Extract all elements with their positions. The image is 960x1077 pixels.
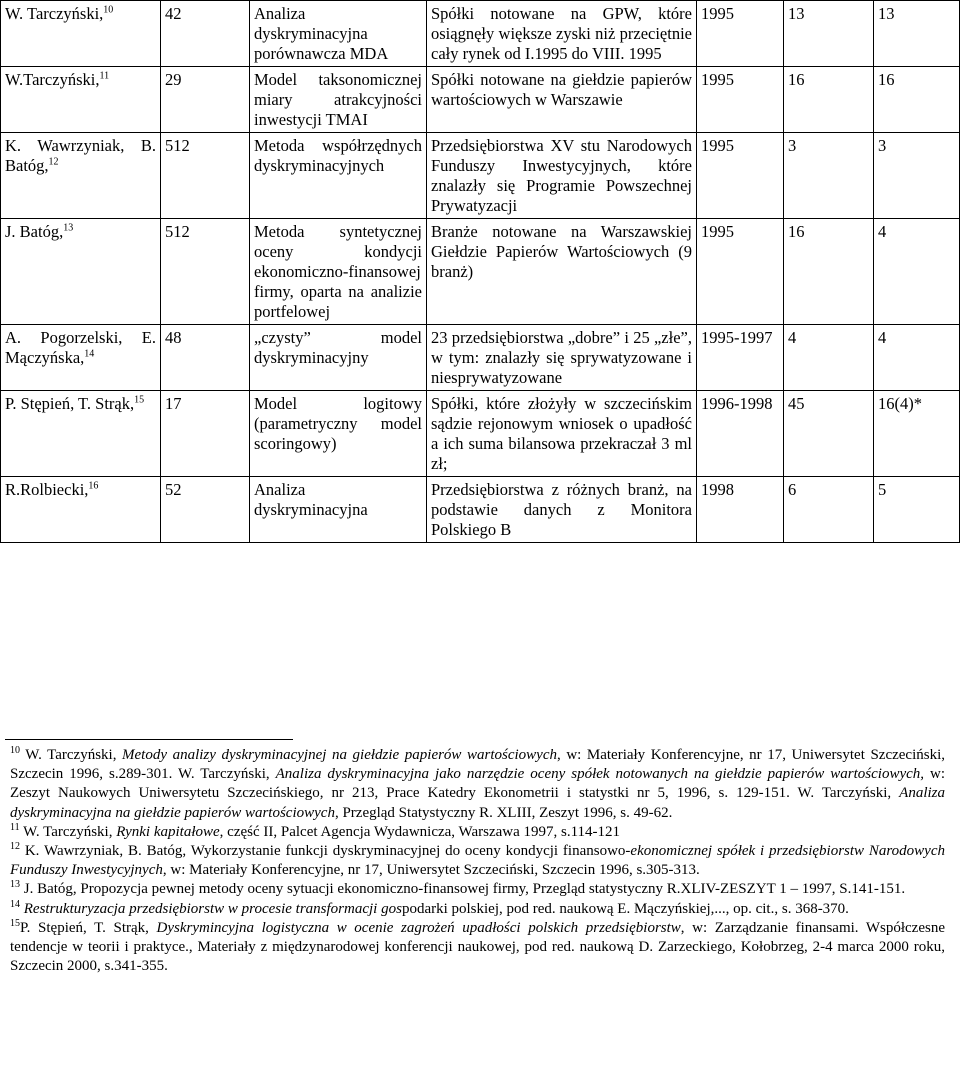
count-a-value: 16 (788, 70, 805, 89)
method-text: Metoda syntetycznej oceny kondycji ekonomiczno-finansowej firmy, oparta na analizie portfelowej (254, 222, 422, 321)
count-b-cell (874, 133, 960, 219)
sample-description: 23 przedsiębiorstwa „dobre” i 25 „złe”, w tym: znalazły się sprywatyzowane i niesprywatyzowane (431, 328, 692, 387)
table-row (1, 67, 960, 133)
sample-size: 42 (165, 4, 182, 23)
sample-description: Przedsiębiorstwa z różnych branż, na podstawie danych z Monitora Polskiego B (431, 480, 692, 539)
count-a-cell (784, 325, 874, 391)
footnote-ref: 12 (48, 156, 59, 168)
sample-size-cell (161, 67, 250, 133)
sample-size: 48 (165, 328, 182, 347)
count-a-cell (784, 477, 874, 543)
author-cell (1, 1, 161, 67)
count-b-value: 3 (878, 136, 887, 155)
year-value: 1996-1998 (701, 394, 773, 413)
footnote-ref: 16 (88, 480, 99, 492)
author-name: P. Stępień, T. Strąk, (5, 394, 135, 413)
count-a-value: 16 (788, 222, 805, 241)
footnote-ref: 10 (103, 4, 114, 16)
sample-size-cell (161, 133, 250, 219)
sample-size: 512 (165, 136, 190, 155)
sample-size-cell (161, 325, 250, 391)
method-cell (250, 133, 427, 219)
count-b-value: 5 (878, 480, 887, 499)
year-value: 1998 (701, 480, 734, 499)
count-a-value: 13 (788, 4, 805, 23)
author-cell (1, 477, 161, 543)
method-text: Analiza dyskryminacyjna porównawcza MDA (254, 4, 389, 63)
method-cell (250, 325, 427, 391)
year-cell (697, 219, 784, 325)
count-b-cell (874, 67, 960, 133)
author-name: A. Pogorzelski, E. Mączyńska, (5, 328, 156, 367)
year-value: 1995 (701, 222, 734, 241)
count-a-value: 45 (788, 394, 805, 413)
count-b-value: 4 (878, 328, 887, 347)
author-cell (1, 391, 161, 477)
sample-size: 29 (165, 70, 182, 89)
author-cell (1, 133, 161, 219)
method-cell (250, 391, 427, 477)
sample-description: Spółki, które złożyły w szczecińskim sądzie rejonowym wniosek o upadłość a ich suma bilansowa przekraczał 3 ml zł; (431, 394, 692, 473)
count-a-value: 3 (788, 136, 797, 155)
count-b-cell (874, 325, 960, 391)
year-cell (697, 133, 784, 219)
sample-description-cell (427, 133, 697, 219)
method-cell (250, 219, 427, 325)
table-row (1, 1, 960, 67)
year-cell (697, 1, 784, 67)
count-b-value: 16(4)* (878, 394, 922, 413)
sample-size: 17 (165, 394, 182, 413)
year-cell (697, 391, 784, 477)
sample-description: Spółki notowane na GPW, które osiągnęły większe zyski niż przeciętnie cały rynek od I.1995 do VIII. 1995 (431, 4, 692, 63)
count-a-cell (784, 219, 874, 325)
table-row (1, 325, 960, 391)
footnote-ref: 15 (134, 394, 145, 406)
sample-description-cell (427, 325, 697, 391)
author-name: R.Rolbiecki, (5, 480, 89, 499)
method-text: „czysty” model dyskryminacyjny (254, 328, 422, 367)
author-cell (1, 219, 161, 325)
method-text: Model logitowy (parametryczny model scoringowy) (254, 394, 422, 453)
author-name: W.Tarczyński, (5, 70, 100, 89)
sample-description-cell (427, 391, 697, 477)
method-cell (250, 67, 427, 133)
author-name: J. Batóg, (5, 222, 64, 241)
footnote-15: $^{15}$P. Stępień, T. Strąk, Dyskrymincyjna logistyczna w ocenie zagrożeń upadłości polskich przedsiębiorstw, w: Zarządzanie finansami. Współczesne tendencje w teorii i praktyce., Materiały z międzynarodowej konferencji naukowej, pod red. naukową D. Zarzeckiego, Kołobrzeg, 2-4 marca 2000 roku, Szczecin 2000, s.341-355. (10, 917, 945, 975)
year-value: 1995 (701, 4, 734, 23)
table-row (1, 133, 960, 219)
sample-description: Spółki notowane na giełdzie papierów wartościowych w Warszawie (431, 70, 692, 109)
year-value: 1995-1997 (701, 328, 773, 347)
sample-description-cell (427, 1, 697, 67)
author-cell (1, 325, 161, 391)
author-name: K. Wawrzyniak, B. Batóg, (5, 136, 156, 175)
method-text: Model taksonomicznej miary atrakcyjności inwestycji TMAI (254, 70, 422, 129)
footnote-separator (5, 739, 293, 740)
author-name: W. Tarczyński, (5, 4, 104, 23)
sample-size-cell (161, 391, 250, 477)
footnote-ref: 13 (63, 222, 74, 234)
sample-size: 512 (165, 222, 190, 241)
sample-size-cell (161, 477, 250, 543)
footnote-11: $^{11}$ W. Tarczyński, Rynki kapitałowe, część II, Palcet Agencja Wydawnicza, Warszawa 1997, s.114-121 (10, 821, 621, 840)
sample-size-cell (161, 1, 250, 67)
count-b-cell (874, 391, 960, 477)
count-a-cell (784, 391, 874, 477)
year-cell (697, 67, 784, 133)
sample-description-cell (427, 219, 697, 325)
count-b-cell (874, 1, 960, 67)
count-b-cell (874, 477, 960, 543)
count-a-cell (784, 67, 874, 133)
method-text: Analiza dyskryminacyjna (254, 480, 368, 519)
year-value: 1995 (701, 70, 734, 89)
count-b-value: 16 (878, 70, 895, 89)
count-b-value: 13 (878, 4, 895, 23)
footnote-ref: 14 (84, 348, 95, 360)
footnotes (10, 746, 945, 976)
count-b-cell (874, 219, 960, 325)
count-a-cell (784, 1, 874, 67)
count-b-value: 4 (878, 222, 887, 241)
count-a-cell (784, 133, 874, 219)
method-cell (250, 477, 427, 543)
sample-description: Branże notowane na Warszawskiej Giełdzie Papierów Wartościowych (9 branż) (431, 222, 692, 281)
sample-size: 52 (165, 480, 182, 499)
method-text: Metoda współrzędnych dyskryminacyjnych (254, 136, 422, 175)
year-value: 1995 (701, 136, 734, 155)
footnote-13: $^{13}$ J. Batóg, Propozycja pewnej metody oceny sytuacji ekonomiczno-finansowej firmy, Przegląd statystyczny R.XLIV-ZESZYT 1 – 1997, S.141-151. (10, 879, 906, 898)
year-cell (697, 477, 784, 543)
count-a-value: 6 (788, 480, 797, 499)
footnote-ref: 11 (99, 70, 110, 82)
year-cell (697, 325, 784, 391)
table-row (1, 477, 960, 543)
sample-description: Przedsiębiorstwa XV stu Narodowych Funduszy Inwestycyjnych, które znalazły się Programie Powszechnej Prywatyzacji (431, 136, 692, 215)
footnote-10: $^{10}$ W. Tarczyński, Metody analizy dyskryminacyjnej na giełdzie papierów wartościowych, w: Materiały Konferencyjne, nr 17, Uniwersytet Szczeciński, Szczecin 1996, s.289-301. W. Tarczyński, Analiza dyskryminacyjna jako narzędzie oceny spółek notowanych na giełdzie papierów wartościowych, w: Zeszyt Naukowych Uniwersytetu Szczecińskiego, nr 213, Prace Katedry Ekonometrii i statystki nr 5, 1996, s. 129-151. W. Tarczyński, Analiza dyskryminacyjna na giełdzie papierów wartościowych, Przegląd Statystyczny R. XLIII, Zeszyt 1996, s. 49-62. (10, 745, 946, 821)
table-row (1, 219, 960, 325)
sample-size-cell (161, 219, 250, 325)
table-row (1, 391, 960, 477)
sample-description-cell (427, 477, 697, 543)
sample-description-cell (427, 67, 697, 133)
method-cell (250, 1, 427, 67)
author-cell (1, 67, 161, 133)
footnote-14: $^{14}$ Restrukturyzacja przedsiębiorstw w procesie transformacji gospodarki polskiej, pod red. naukową E. Mączyńskiej,..., op. cit., s. 368-370. (10, 898, 849, 917)
footnote-12: $^{12}$ K. Wawrzyniak, B. Batóg, Wykorzystanie funkcji dyskryminacyjnej do oceny kondycji finansowo-ekonomicznej spółek i przedsiębiorstw Narodowych Funduszy Inwestycyjnych, w: Materiały Konferencyjne, nr 17, Uniwersytet Szczeciński, Szczecin 1996, s.305-313. (10, 841, 945, 879)
count-a-value: 4 (788, 328, 797, 347)
